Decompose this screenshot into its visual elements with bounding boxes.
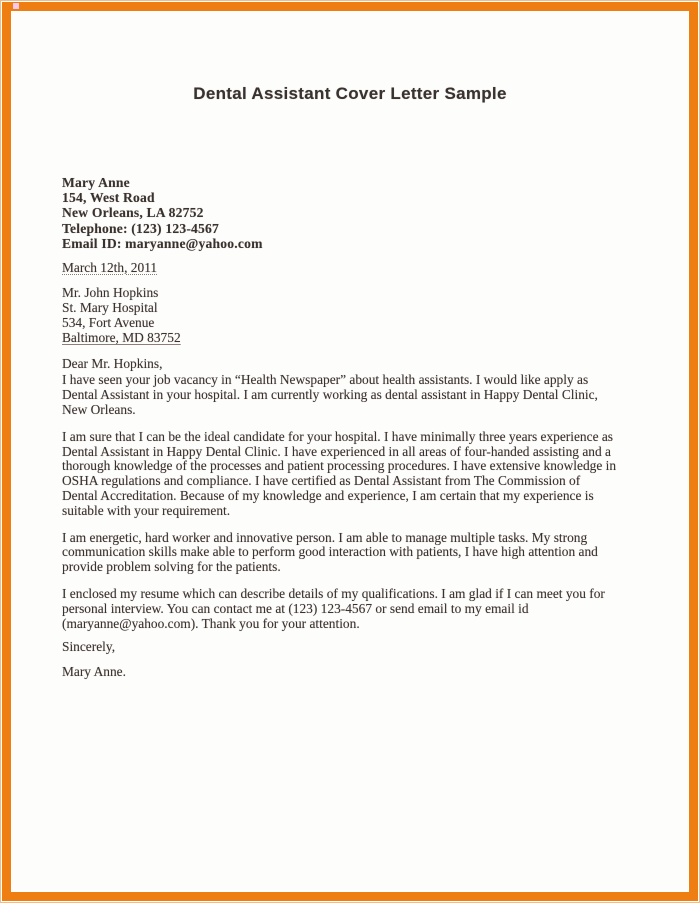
text-line: personal interview. You can contact me at (123) 123-4567 or send email to my email id [62,600,529,616]
text-line: Dental Assistant in your hospital. I am currently working as dental assistant in Happy Dental Clinic, [62,387,598,403]
recipient-address-line: 534, Fort Avenue [62,315,155,331]
scan-noise-artifact [13,3,19,9]
document-title: Dental Assistant Cover Letter Sample [193,84,507,103]
text-line: I enclosed my resume which can describe details of my qualifications. I am glad if I can meet you for [62,585,605,601]
body-paragraph [62,373,642,417]
text-line: I am sure that I can be the ideal candidate for your hospital. I have minimally three years experience as [62,428,614,444]
letter-date: March 12th, 2011 [62,260,158,276]
text-line: communication skills make able to perform good interaction with patients, I have high attention and [62,544,598,560]
text-line: I am energetic, hard worker and innovative person. I am able to manage multiple tasks. My strong [62,529,588,545]
closing: Sincerely, [62,639,116,655]
salutation: Dear Mr. Hopkins, [62,355,163,371]
sender-address-line: 154, West Road [62,190,155,206]
text-line: OSHA regulations and compliance. I have certified as Dental Assistant from The Commission of [62,473,581,489]
body-paragraphs [62,373,642,631]
recipient-address-line: St. Mary Hospital [62,300,158,316]
sender-address-line: Mary Anne [62,175,130,190]
text-line: suitable with your requirement. [62,502,231,518]
text-line: thorough knowledge of the processes and patient processing procedures. I have extensive knowledge in [62,458,617,474]
text-line: Dental Accreditation. Because of my knowledge and experience, I am certain that my experience is [62,488,594,503]
sender-address-block [62,175,642,251]
text-line: I have seen your job vacancy in “Health Newspaper” about health assistants. I would like apply as [62,372,589,388]
text-line: New Orleans. [62,402,136,418]
letter-body [62,175,642,680]
signature-name: Mary Anne. [62,664,126,680]
sender-address-line: New Orleans, LA 82752 [62,205,204,221]
text-line: (maryanne@yahoo.com). Thank you for your attention. [62,615,360,631]
recipient-address-line: Mr. John Hopkins [62,284,159,300]
recipient-address-block [62,285,642,346]
letter-page [12,12,688,891]
text-line: Dental Assistant in Happy Dental Clinic. I have experienced in all areas of four-handed assisting and a [62,443,611,459]
sender-address-line: Telephone: (123) 123-4567 [62,220,220,236]
sender-address-line: Email ID: maryanne@yahoo.com [62,235,263,251]
text-line: provide problem solving for the patients. [62,559,281,575]
body-paragraph [62,587,642,631]
body-paragraph [62,531,642,575]
body-paragraph [62,430,642,519]
recipient-address-line: Baltimore, MD 83752 [62,330,181,346]
